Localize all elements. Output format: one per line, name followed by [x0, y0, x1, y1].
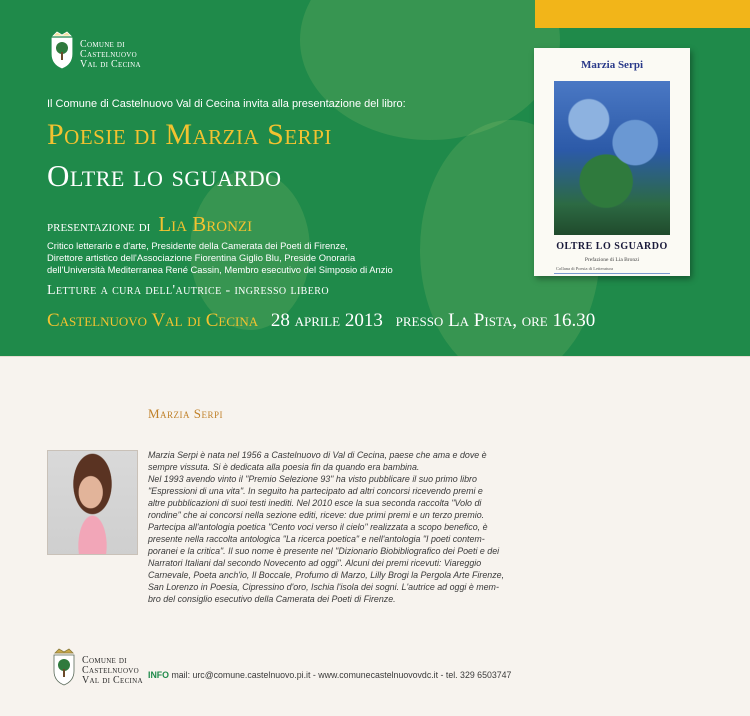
info-label: INFO: [148, 670, 170, 680]
bio-heading: Marzia Serpi: [148, 406, 224, 421]
crest-icon: [49, 30, 75, 70]
bio-line: Carnevale, Poeta anch'io, Il Boccale, Profumo di Marzo, Lilly Brogi la Pergola Arte Firenze,: [148, 570, 505, 580]
book-series: Collana di Poesia di Letteratura: [556, 266, 613, 271]
book-author: Marzia Serpi: [580, 59, 643, 71]
author-photo: [47, 450, 138, 555]
bio-line: poranei e la critica". Il suo nome è presente nel "Dizionario Biobibliografico dei Poeti e dei: [148, 546, 500, 556]
book-title: OLTRE LO SGUARDO: [556, 241, 668, 252]
bio-line: presente nella raccolta antologica "La ricerca poetica" e nell'antologia "I poeti contem-: [148, 534, 485, 544]
bio-line: sempre vissuta. Si è dedicata alla poesia fin da quando era bambina.: [148, 462, 420, 472]
comune-line2: Castelnuovo: [82, 665, 140, 676]
credential-line: Critico letterario e d'arte, Presidente della Camerata dei Poeti di Firenze,: [47, 240, 348, 251]
event-line: [47, 310, 595, 332]
invite-text: Il Comune di Castelnuovo Val di Cecina invita alla presentazione del libro:: [47, 98, 406, 110]
comune-name-bottom: [82, 656, 143, 686]
bio-line: San Lorenzo in Poesia, Cipressino d'oro, Ischia l'isola dei sogni. L'autrice ad oggi è mem-: [148, 582, 499, 592]
comune-line1: Comune di: [82, 655, 127, 666]
bio-line: Nel 1993 avendo vinto il "Premio Selezione 93" ha visto pubblicare il suo primo libro: [148, 474, 477, 484]
presentation-line: [47, 212, 252, 237]
presentation-prefix: presentazione di: [47, 218, 151, 235]
title-line2: Oltre lo sguardo: [47, 158, 282, 193]
book-cover-artwork: [554, 81, 670, 235]
bio-line: Marzia Serpi è nata nel 1956 a Castelnuovo di Val di Cecina, paese che ama e dove è: [148, 450, 487, 460]
event-venue: presso La Pista, ore 16.30: [395, 310, 596, 331]
bio-line: Partecipa all'antologia poetica "Cento voci verso il cielo" realizzata a scopo benefico, è: [148, 522, 488, 532]
comune-line3: Val di Cecina: [80, 59, 141, 70]
info-text: mail: urc@comune.castelnuovo.pi.it - www.comunecastelnuovovdc.it - tel. 329 6503747: [169, 670, 512, 680]
credential-line: Direttore artistico dell'Associazione Fiorentina Giglio Blu, Preside Onoraria: [47, 252, 356, 263]
bio-line: bro del consiglio esecutivo della Camerata dei Poeti di Firenze.: [148, 594, 396, 604]
event-place: Castelnuovo Val di Cecina: [47, 310, 259, 331]
event-date: 28 aprile 2013: [270, 310, 383, 331]
crest-icon: [51, 647, 77, 687]
book-divider: [554, 273, 670, 274]
comune-line1: Comune di: [80, 39, 125, 50]
comune-name-top: [80, 40, 141, 70]
book-cover: [534, 48, 690, 276]
comune-line2: Castelnuovo: [80, 49, 138, 60]
accent-bar: [535, 0, 750, 28]
bio-line: rondine" che ai concorsi nella sezione editi, riceve: due primi premi e un terzo premio.: [148, 510, 485, 520]
bio-line: "Espressioni di una vita". In seguito ha partecipato ad altri concorsi ricevendo premi e: [148, 486, 483, 496]
title-line1: Poesie di Marzia Serpi: [47, 118, 332, 151]
decorative-leaf: [300, 0, 560, 140]
section-divider: [0, 356, 750, 357]
bio-line: Narratori Italiani dal secondo Novecento ad oggi". Alcuni dei premi ricevuti: Viareggio: [148, 558, 482, 568]
info-line: [148, 670, 511, 680]
comune-line3: Val di Cecina: [82, 675, 143, 686]
credential-line: dell'Università Mediterranea René Cassin, Membro esecutivo del Simposio di Anzio: [47, 264, 393, 275]
readings-note: Letture a cura dell'autrice - ingresso libero: [47, 283, 329, 298]
bio-line: altre pubblicazioni di suoi testi inediti. Nel 2010 esce la sua seconda raccolta "Volo di: [148, 498, 482, 508]
book-preface: Prefazione di Lia Bronzi: [584, 257, 640, 263]
presenter-name: Lia Bronzi: [158, 212, 253, 236]
